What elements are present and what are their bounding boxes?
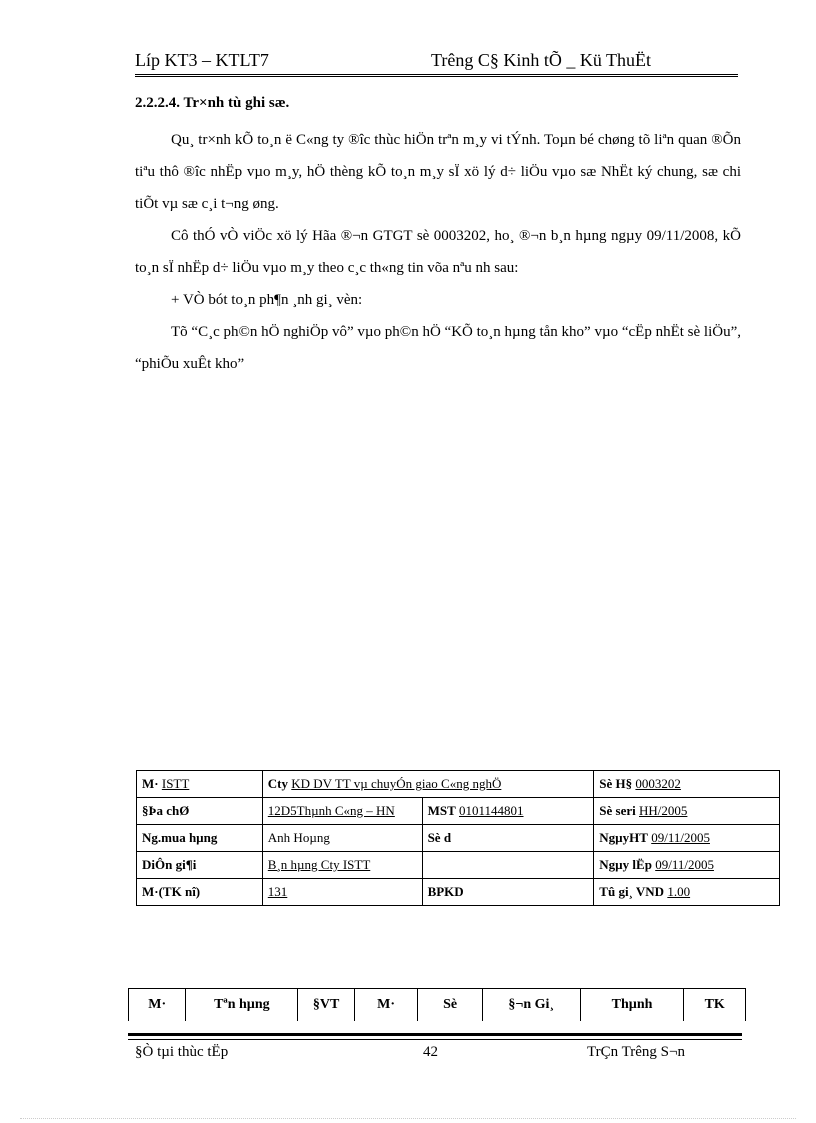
table-cell: M·(TK nî) bbox=[137, 879, 263, 906]
footer-rule-thin bbox=[128, 1039, 742, 1040]
table-cell: Ngµy lËp 09/11/2005 bbox=[594, 852, 780, 879]
table-cell: MST 0101144801 bbox=[422, 798, 594, 825]
table-cell: NgµyHT 09/11/2005 bbox=[594, 825, 780, 852]
column-header: M· bbox=[354, 989, 418, 1022]
page-number: 42 bbox=[423, 1044, 438, 1060]
page-footer bbox=[135, 1044, 735, 1066]
column-header: §VT bbox=[298, 989, 354, 1022]
table-cell: Ng.mua hµng bbox=[137, 825, 263, 852]
paragraph-4: Tõ “C¸c ph©n hÖ nghiÖp vô” vµo ph©n hÖ “KÕ to¸n hµng tån kho” vµo “cËp nhËt sè liÖu”, “phiÕu xuÊt kho” bbox=[135, 324, 741, 372]
invoice-info-table bbox=[136, 770, 780, 906]
table-row bbox=[137, 798, 780, 825]
table-row bbox=[137, 825, 780, 852]
column-header: §¬n Gi¸ bbox=[482, 989, 580, 1022]
column-header: TK bbox=[684, 989, 746, 1022]
table-cell: 12D5Thµnh C«ng – HN bbox=[262, 798, 422, 825]
page-edge bbox=[20, 1118, 796, 1119]
footer-rule bbox=[128, 1033, 742, 1036]
table-row bbox=[137, 852, 780, 879]
column-header: Tªn hµng bbox=[186, 989, 298, 1022]
table-row bbox=[137, 879, 780, 906]
header-class: Líp KT3 – KTLT7 bbox=[135, 50, 269, 70]
page-header bbox=[135, 50, 738, 77]
table-cell: Sè seri HH/2005 bbox=[594, 798, 780, 825]
paragraph-1: Qu¸ tr×nh kÕ to¸n ë C«ng ty ®îc thùc hiÖn trªn m¸y vi tÝnh. Toµn bé chøng tõ liªn quan ®Õn tiªu thô ®îc nhËp vµo m¸y, hÖ thèng kÕ to¸n m¸y sÏ xö lý d÷ liÖu vµo sæ NhËt ký chung, sæ chi tiÕt vµ sæ c¸i t¬ng øng. bbox=[135, 132, 741, 212]
table-header-row bbox=[129, 989, 746, 1022]
column-header: Thµnh bbox=[580, 989, 684, 1022]
table-row bbox=[137, 771, 780, 798]
table-cell bbox=[422, 852, 594, 879]
table-cell: B¸n hµng Cty ISTT bbox=[262, 852, 422, 879]
column-header: M· bbox=[129, 989, 186, 1022]
section-title: 2.2.2.4. Tr×nh tù ghi sæ. bbox=[135, 95, 290, 111]
table-cell: 131 bbox=[262, 879, 422, 906]
table-cell: §Þa chØ bbox=[137, 798, 263, 825]
table-cell: Tû gi¸ VND 1.00 bbox=[594, 879, 780, 906]
table-cell: Cty KD DV TT vµ chuyÓn giao C«ng nghÖ bbox=[262, 771, 594, 798]
table-cell: Anh Hoµng bbox=[262, 825, 422, 852]
body-text bbox=[135, 124, 741, 380]
table-cell: DiÔn gi¶i bbox=[137, 852, 263, 879]
footer-author: TrÇn Trêng S¬n bbox=[587, 1044, 685, 1060]
items-table bbox=[128, 988, 746, 1021]
table-cell: M· ISTT bbox=[137, 771, 263, 798]
header-school: Trêng C§ Kinh tÕ _ Kü ThuËt bbox=[431, 50, 652, 70]
table-cell: Sè H§ 0003202 bbox=[594, 771, 780, 798]
table-cell: BPKD bbox=[422, 879, 594, 906]
paragraph-2: Cô thÓ vÒ viÖc xö lý Hãa ®¬n GTGT sè 0003202, ho¸ ®¬n b¸n hµng ngµy 09/11/2008, kÕ to¸n sÏ nhËp d÷ liÖu vµo m¸y theo c¸c th«ng tin võa nªu nh sau: bbox=[135, 228, 741, 276]
paragraph-3: + VÒ bót to¸n ph¶n ¸nh gi¸ vèn: bbox=[171, 292, 363, 308]
table-cell: Sè d bbox=[422, 825, 594, 852]
column-header: Sè bbox=[418, 989, 483, 1022]
footer-topic: §Ò tµi thùc tËp bbox=[135, 1044, 229, 1060]
